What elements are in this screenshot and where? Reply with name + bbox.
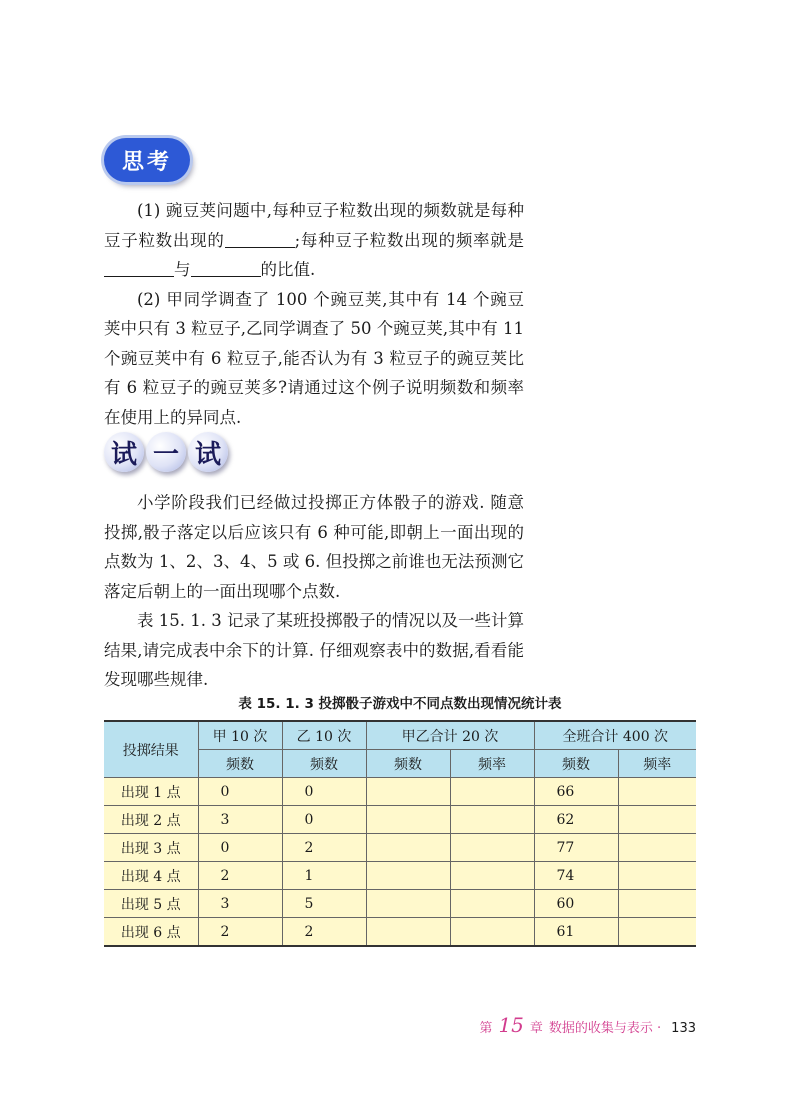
- header-frequency: 频数: [198, 750, 282, 778]
- cell-yi: 5: [282, 890, 366, 918]
- chapter-prefix: 第: [479, 1021, 493, 1036]
- cell-class-frequency: 60: [534, 890, 618, 918]
- cell-jia-yi-rate: [450, 918, 534, 947]
- table-row: [104, 806, 696, 834]
- chapter-suffix: 章: [529, 1021, 543, 1036]
- header-frequency: 频数: [534, 750, 618, 778]
- answer-blank: [225, 229, 295, 248]
- answer-blank: [191, 258, 261, 277]
- cell-yi: 2: [282, 918, 366, 947]
- think-question-1: (1) 豌豆荚问题中,每种豆子粒数出现的频数就是每种豆子粒数出现的 ;每种豆子粒数出现的频率就是与 的比值.: [104, 201, 525, 279]
- header-rate: 频率: [450, 750, 534, 778]
- try-paragraph-1: 小学阶段我们已经做过投掷正方体骰子的游戏. 随意投掷,骰子落定以后应该只有 6 种可能,即朝上一面出现的点数为 1、2、3、4、5 或 6. 但投掷之前谁也无法预测它落定后朝上的一面出现哪个点数.: [104, 493, 524, 601]
- header-frequency: 频数: [366, 750, 450, 778]
- cell-jia: 0: [198, 834, 282, 862]
- row-label: 出现 6 点: [104, 918, 198, 947]
- cell-yi: 1: [282, 862, 366, 890]
- header-frequency: 频数: [282, 750, 366, 778]
- think-badge: 思考: [104, 138, 190, 182]
- cell-jia-yi-frequency: [366, 890, 450, 918]
- header-jia: 甲 10 次: [198, 721, 282, 750]
- row-label: 出现 1 点: [104, 778, 198, 806]
- cell-class-rate: [618, 806, 696, 834]
- table-row: [104, 862, 696, 890]
- try-badge-char: 试: [188, 432, 228, 472]
- cell-yi: 2: [282, 834, 366, 862]
- think-section: [104, 196, 524, 432]
- answer-blank: [104, 258, 174, 277]
- cell-jia-yi-rate: [450, 778, 534, 806]
- cell-yi: 0: [282, 778, 366, 806]
- header-rate: 频率: [618, 750, 696, 778]
- cell-jia-yi-frequency: [366, 806, 450, 834]
- cell-jia-yi-frequency: [366, 862, 450, 890]
- table-row: [104, 890, 696, 918]
- cell-class-frequency: 74: [534, 862, 618, 890]
- header-jia-yi-total: 甲乙合计 20 次: [366, 721, 534, 750]
- row-label: 出现 2 点: [104, 806, 198, 834]
- cell-jia-yi-frequency: [366, 918, 450, 947]
- cell-jia: 3: [198, 890, 282, 918]
- cell-jia-yi-rate: [450, 806, 534, 834]
- table-row: [104, 918, 696, 947]
- chapter-number: 15: [498, 1013, 524, 1037]
- cell-class-rate: [618, 778, 696, 806]
- cell-class-rate: [618, 834, 696, 862]
- cell-jia: 2: [198, 862, 282, 890]
- cell-class-rate: [618, 918, 696, 947]
- try-badge-char: 一: [146, 432, 186, 472]
- cell-jia: 3: [198, 806, 282, 834]
- cell-jia: 0: [198, 778, 282, 806]
- cell-jia-yi-rate: [450, 862, 534, 890]
- try-badge-char: 试: [104, 432, 144, 472]
- cell-class-frequency: 77: [534, 834, 618, 862]
- row-label: 出现 5 点: [104, 890, 198, 918]
- chapter-title: 数据的收集与表示 ·: [548, 1021, 662, 1036]
- cell-class-frequency: 62: [534, 806, 618, 834]
- cell-jia-yi-rate: [450, 834, 534, 862]
- try-section: [104, 488, 524, 695]
- dice-stats-table: [104, 720, 696, 947]
- cell-class-rate: [618, 862, 696, 890]
- cell-class-rate: [618, 890, 696, 918]
- header-yi: 乙 10 次: [282, 721, 366, 750]
- cell-yi: 0: [282, 806, 366, 834]
- try-badge: [104, 432, 230, 472]
- page-number: 133: [671, 1021, 696, 1036]
- try-paragraph-2: 表 15. 1. 3 记录了某班投掷骰子的情况以及一些计算结果,请完成表中余下的计算. 仔细观察表中的数据,看看能发现哪些规律.: [104, 611, 524, 689]
- table-row: [104, 834, 696, 862]
- header-class-total: 全班合计 400 次: [534, 721, 696, 750]
- row-label: 出现 3 点: [104, 834, 198, 862]
- table-caption: 表 15. 1. 3 投掷骰子游戏中不同点数出现情况统计表: [238, 696, 562, 712]
- table-row: [104, 778, 696, 806]
- row-label: 出现 4 点: [104, 862, 198, 890]
- cell-class-frequency: 66: [534, 778, 618, 806]
- cell-jia-yi-rate: [450, 890, 534, 918]
- page-footer: [479, 1013, 696, 1037]
- cell-jia-yi-frequency: [366, 778, 450, 806]
- think-question-2: (2) 甲同学调查了 100 个豌豆荚,其中有 14 个豌豆荚中只有 3 粒豆子,乙同学调查了 50 个豌豆荚,其中有 11 个豌豆荚中有 6 粒豆子,能否认为有 3 粒豆子的豌豆荚比有 6 粒豆子的豌豆荚多?请通过这个例子说明频数和频率在使用上的异同点.: [104, 289, 524, 427]
- cell-class-frequency: 61: [534, 918, 618, 947]
- cell-jia-yi-frequency: [366, 834, 450, 862]
- header-result: 投掷结果: [104, 721, 198, 778]
- cell-jia: 2: [198, 918, 282, 947]
